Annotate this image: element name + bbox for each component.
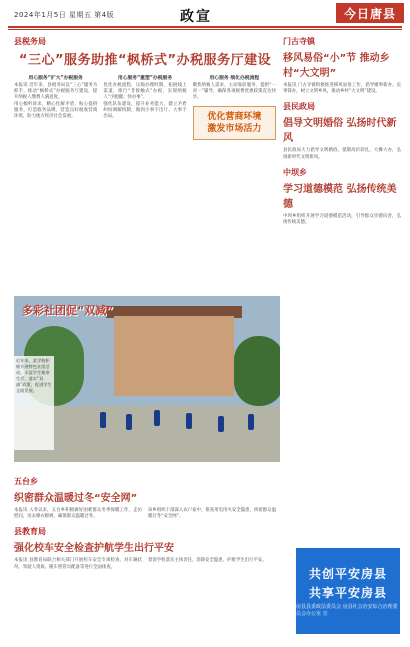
photo-student [154, 410, 160, 426]
menggu-text: 本报讯 门古寺镇积极推进移风易俗工作，倡导婚事新办、丧事简办，树立文明乡风，推动乡村“大文明”建设。 [283, 83, 401, 95]
education-body [14, 558, 276, 570]
kicker-civil: 县民政局 [283, 102, 315, 112]
tax-body-1: 本报讯 近年来，县税务局以“三心”服务为抓手，推动“枫桥式”办税服务厅建设，提升纳税人缴费人满意度。 [14, 83, 98, 101]
tax-body [14, 72, 276, 140]
footer-slogan-2: 共享平安房县 [308, 586, 387, 600]
header-rule [8, 26, 402, 28]
kicker-menggu: 门古寺镇 [283, 37, 315, 46]
tax-subhead-2: 用心服务“重塑”办税服务 [117, 76, 173, 81]
tax-subhead-1: 用心服务“扩大”办税服务 [28, 76, 83, 81]
kicker-education: 县教育局 [14, 527, 46, 537]
photo-student [186, 413, 192, 429]
left-column [14, 34, 276, 140]
civil-text: 县民政局大力倡导文明婚俗，抵制高价彩礼、大操大办，弘扬新时代文明新风。 [283, 148, 401, 160]
photo-student [218, 416, 224, 432]
kicker-zhongba: 中坝乡 [283, 167, 307, 177]
photo-student [100, 412, 106, 428]
photo-student [248, 414, 254, 430]
wutai-text-2: 该乡组织干部深入农户家中，排查用电用火安全隐患，织密群众温暖过冬“安全网”。 [148, 508, 276, 520]
headline-wutai: 织密群众温暖过冬“安全网” [14, 493, 138, 504]
footer-note: 房县县委政法委员会 房县社会治安综合治理委员会办公室 宣 [296, 604, 398, 617]
headline-zhongba: 学习道德模范 弘扬传统美德 [283, 183, 397, 210]
headline-education: 强化校车安全检查护航学生出行平安 [14, 543, 174, 555]
headline-tax: “三心”服务助推“枫桥式”办税服务厅建设 [18, 53, 272, 68]
education-text-1: 本报讯 县教育局联合相关部门开展校车安全专项检查，对车辆状况、驾驶人资质、随车照管员配备等进行全面排查。 [14, 558, 142, 570]
footer-slogan [296, 548, 400, 634]
zhongba-text: 中坝乡组织开展学习道德模范活动，引导群众崇德向善，弘扬传统美德。 [283, 213, 401, 226]
header-rule-thin [8, 29, 402, 30]
slogan-line-1: 优化营商环境 [207, 111, 262, 122]
education-text-2: 督促学校落实主体责任，消除安全隐患，护航学生出行平安。 [148, 558, 267, 564]
photo-building [114, 316, 234, 396]
tax-body-3: 聚焦纳税人需求，主动靠前服务，提供“一对一”辅导，确保各项税费优惠政策直达快享。 [192, 83, 276, 101]
slogan-line-2: 激发市场活力 [207, 123, 262, 134]
kicker-wutai: 五台乡 [14, 477, 38, 486]
tax-subhead-3: 用心服务 细化办税流程 [209, 76, 260, 81]
photo-caption: 近年来，某学校积极开展特色社团活动，丰富学生课余生活，落实“双减”政策，促进学生全面发展。 [14, 356, 54, 450]
right-column [283, 34, 401, 226]
section-title: 政宣 [180, 9, 212, 25]
slogan-callout [193, 106, 276, 140]
headline-menggu: 移风易俗“小”节 推动乡村“大文明” [283, 53, 390, 79]
photo-tree-right [234, 336, 280, 406]
photo-title: 多彩社团促“双减” [22, 304, 114, 317]
wutai-body [14, 508, 276, 520]
tax-body-2b: 强化队伍建设，提升业务能力，建立矛盾纠纷调解机制，做到小事不出厅、大事不出局。 [103, 101, 187, 120]
headline-civil: 倡导文明婚俗 弘扬时代新风 [283, 118, 397, 145]
tax-body-1b: 用心倾听诉求，精心化解矛盾，贴心提供服务，打造服务品牌，营造良好税收营商环境，助力地方经济社会发展。 [14, 101, 98, 120]
kicker-tax: 县税务局 [14, 37, 46, 46]
issue-date: 2024年1月5日 星期五 第4版 [14, 11, 115, 19]
tax-body-2: 优化办税流程，压缩办理时限，拓展线上渠道，推行“非接触式”办税，实现纳税人“少跑腿、快办事”。 [103, 83, 187, 101]
photo-student [126, 414, 132, 430]
paper-logo: 今日唐县 [336, 3, 404, 23]
left-bottom-articles [14, 474, 276, 571]
footer-slogan-1: 共创平安房县 [308, 567, 387, 581]
wutai-text-1: 本报讯 入冬以来，五台乡积极做好困难群众冬季保暖工作，走访慰问，送去棉衣棉被，确保群众温暖过冬。 [14, 508, 142, 520]
